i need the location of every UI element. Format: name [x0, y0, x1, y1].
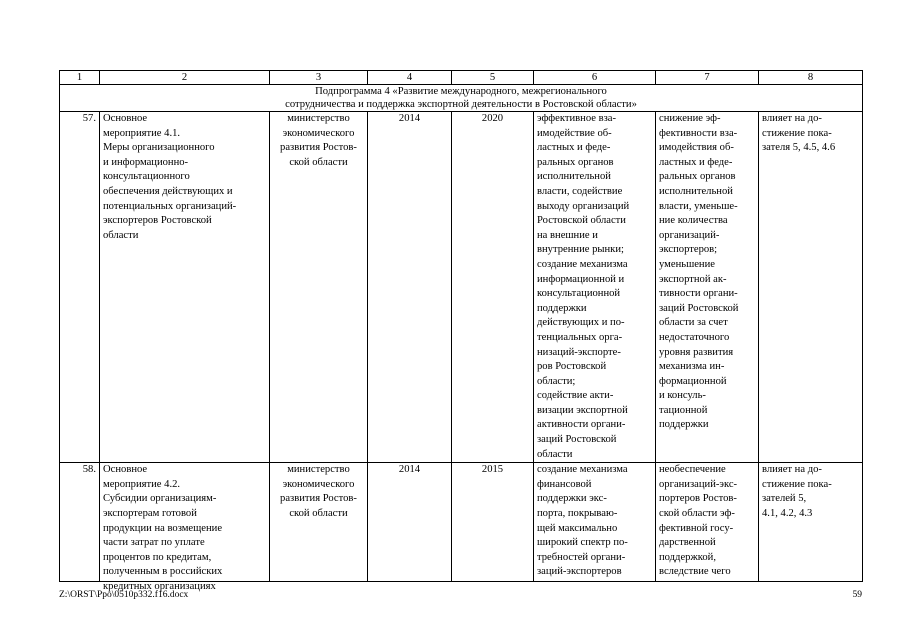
end-year: [452, 463, 534, 582]
header-cell: 5: [452, 71, 534, 85]
event-name-text: Основное мероприятие 4.2. Субсидии организациям- экспортерам готовой продукции на возмещение части затрат по уплате процентов по кредитам, полученным в российских кредитных организациях: [103, 464, 223, 592]
executor-text: министерство экономического развития Ростов- ской области: [280, 464, 357, 520]
end-year: 2020: [452, 112, 534, 463]
header-row: [60, 71, 863, 85]
header-cell: 6: [534, 71, 656, 85]
end-year-text: 2015: [481, 464, 504, 476]
program-table: [59, 70, 863, 592]
consequence-text: необеспечение организаций-экс- портеров Ростов- ской области эф- фективной госу- дарственной поддержкой, вследствие чего: [659, 464, 738, 578]
non-implementation-consequence: [656, 463, 759, 582]
event-name: [100, 463, 270, 592]
start-year: [368, 463, 452, 582]
table-row: [60, 463, 863, 582]
expected-result-text: создание механизма финансовой поддержки экс- порта, покрываю- щей максимально широкий спектр по- требностей органи- заций-экспортеров: [537, 464, 628, 578]
file-path: Z:\ORST\Ppo\0510p332.f16.docx: [59, 590, 189, 600]
indicator-link: влияет на до- стижение пока- зателя 5, 4.5, 4.6: [759, 112, 863, 463]
page-number: 59: [852, 590, 862, 600]
start-year: 2014: [368, 112, 452, 463]
header-cell: 2: [100, 71, 270, 85]
start-year-text: 2014: [398, 464, 421, 476]
subprogram-row: [60, 85, 863, 112]
expected-result: эффективное вза- имодействие об- ластных и феде- ральных органов исполнительной власти, содействие выходу организаций Ростовской области на внешние и внутренние рынки; создание механизма информационной и консультационной поддержки действующих и по- тенциальных орга- низаций-экспорте- ров Ростовской области; содействие акти- визации экспортной активности органи- заций Ростовской области: [534, 112, 656, 463]
event-name: Основное мероприятие 4.1. Меры организационного и информационно- консультационного обеспечения действующих и потенциальных организаций- экспортеров Ростовской области: [100, 112, 270, 463]
subprogram-title: Подпрограмма 4 «Развитие международного, межрегионального сотрудничества и поддержка экспортной деятельности в Ростовской области»: [60, 85, 863, 112]
header-cell: 4: [368, 71, 452, 85]
expected-result: [534, 463, 656, 582]
non-implementation-consequence: снижение эф- фективности вза- имодействия об- ластных и феде- ральных органов исполнительной власти, уменьше- ние количества организаций- экспортеров; уменьшение экспортной ак- тивности органи- заций Ростовской области за счет недостаточного уровня развития механизма ин- формационной и консуль- тационной поддержки: [656, 112, 759, 463]
row-number: [60, 463, 100, 582]
row-number-text: 58.: [82, 464, 96, 476]
indicator-link-text: влияет на до- стижение пока- зателей 5, 4.1, 4.2, 4.3: [762, 464, 832, 520]
executor: [270, 463, 368, 582]
indicator-link: [759, 463, 863, 582]
header-cell: 7: [656, 71, 759, 85]
header-cell: 1: [60, 71, 100, 85]
table-row: [60, 112, 863, 463]
row-number: 57.: [60, 112, 100, 463]
header-cell: 8: [759, 71, 863, 85]
header-cell: 3: [270, 71, 368, 85]
executor: министерство экономического развития Ростов- ской области: [270, 112, 368, 463]
